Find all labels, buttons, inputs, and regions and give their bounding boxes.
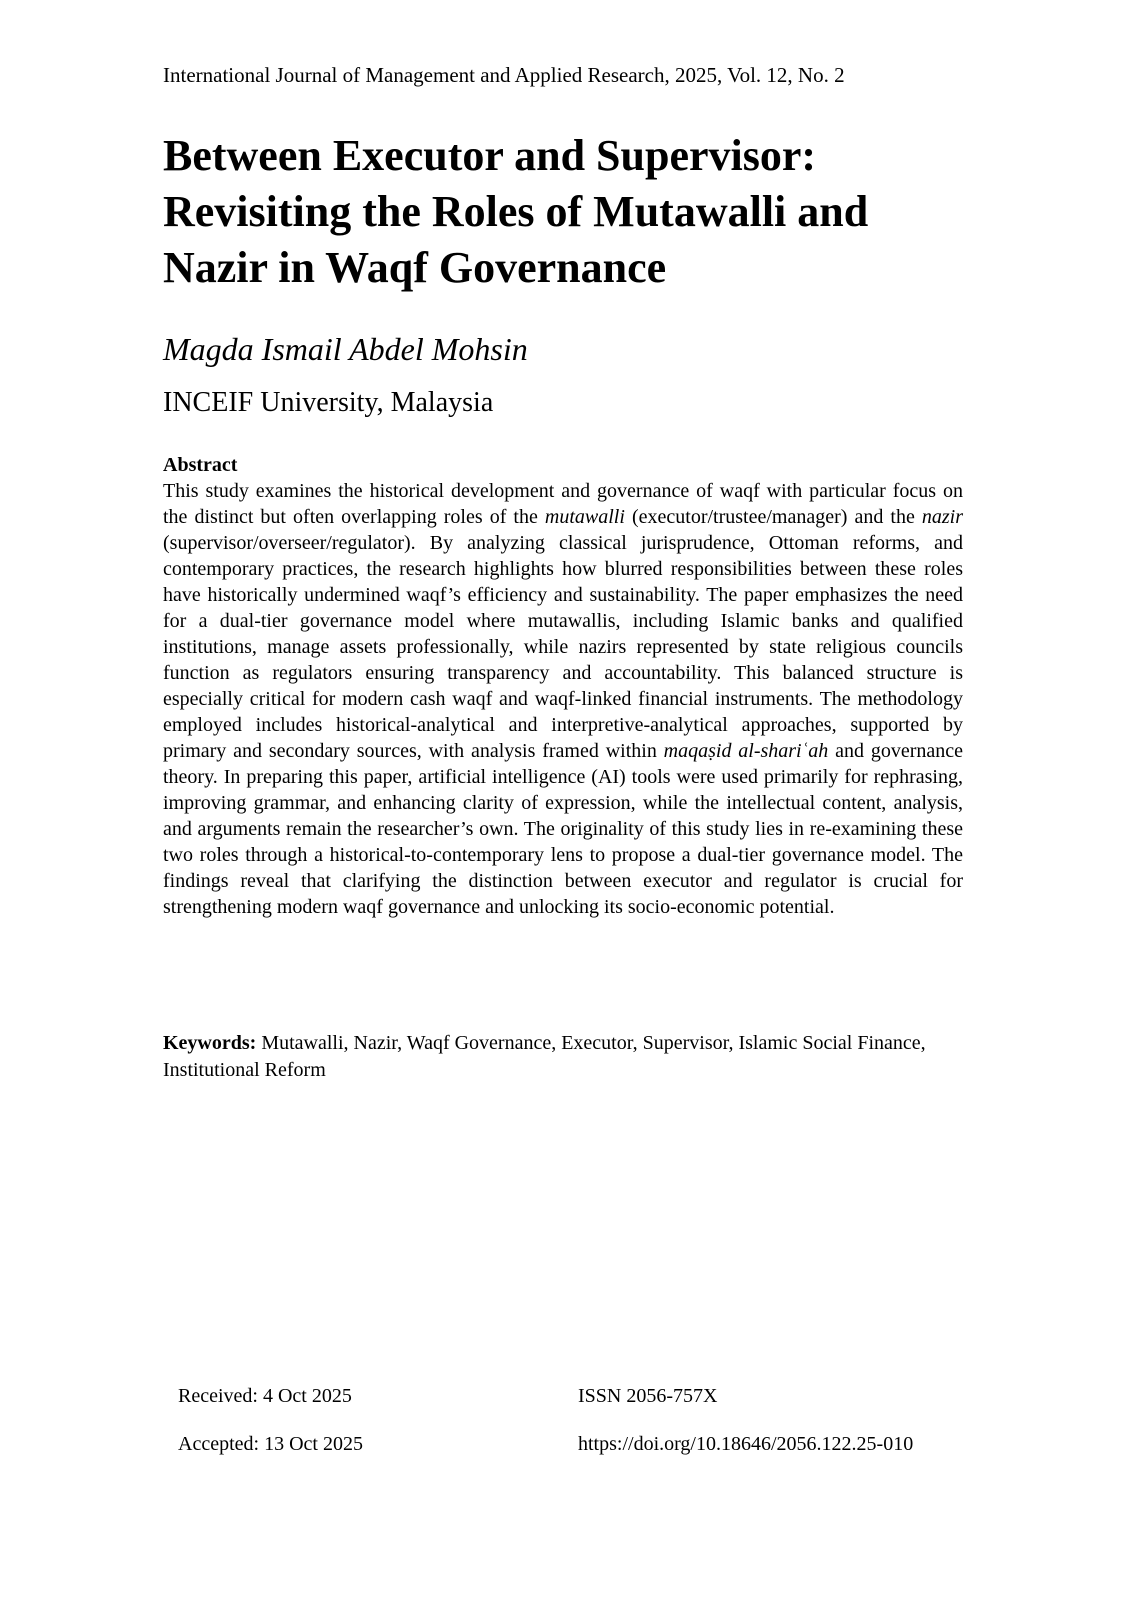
doi-link[interactable]: https://doi.org/10.18646/2056.122.25-010 bbox=[578, 1433, 914, 1455]
abstract-paragraph bbox=[163, 478, 963, 920]
abstract-term-nazir: nazir bbox=[921, 506, 964, 528]
page-title-line-1: Between Executor and Supervisor: bbox=[163, 131, 817, 180]
journal-header: International Journal of Management and Applied Research, 2025, Vol. 12, No. 2 bbox=[163, 63, 845, 87]
keywords-line bbox=[163, 1030, 963, 1084]
accepted-date: Accepted: 13 Oct 2025 bbox=[178, 1433, 363, 1455]
page-title bbox=[163, 128, 983, 296]
abstract-segment: (supervisor/overseer/regulator). By analyzing classical jurisprudence, Ottoman reforms, and contemporary practices, the research highlights how blurred responsibilities between these roles have historically undermined waqf’s efficiency and sustainability. The paper emphasizes the need for a dual-tier governance model where mutawallis, including Islamic banks and qualified institutions, manage assets professionally, while nazirs represented by state religious councils function as regulators ensuring transparency and accountability. This balanced structure is especially critical for modern cash waqf and waqf-linked financial instruments. The methodology employed includes historical-analytical and interpretive-analytical approaches, supported by primary and secondary sources, with analysis framed within bbox=[163, 532, 963, 762]
page-title-line-3: Nazir in Waqf Governance bbox=[163, 243, 667, 292]
received-date: Received: 4 Oct 2025 bbox=[178, 1385, 352, 1407]
keywords-text: Mutawalli, Nazir, Waqf Governance, Executor, Supervisor, Islamic Social Finance, Institutional Reform bbox=[163, 1032, 926, 1081]
author-name: Magda Ismail Abdel Mohsin bbox=[163, 331, 528, 367]
abstract-segment: and governance theory. In preparing this paper, artificial intelligence (AI) tools were used primarily for rephrasing, improving grammar, and enhancing clarity of expression, while the intellectual content, analysis, and arguments remain the researcher’s own. The originality of this study lies in re-examining these two roles through a historical-to-contemporary lens to propose a dual-tier governance model. The findings reveal that clarifying the distinction between executor and regulator is crucial for strengthening modern waqf governance and unlocking its socio-economic potential. bbox=[163, 740, 963, 918]
page-title-line-2: Revisiting the Roles of Mutawalli and bbox=[163, 187, 869, 236]
abstract-heading: Abstract bbox=[163, 454, 238, 476]
issn-number: ISSN 2056-757X bbox=[578, 1385, 718, 1407]
abstract-term-maqasid: maqaṣid al-shariʿah bbox=[663, 740, 829, 762]
abstract-section bbox=[163, 452, 963, 920]
author-affiliation: INCEIF University, Malaysia bbox=[163, 387, 494, 418]
abstract-term-mutawalli: mutawalli bbox=[544, 506, 625, 528]
abstract-segment: This study examines the historical development and governance of waqf with particular focus on the distinct but often overlapping roles of the bbox=[163, 480, 963, 528]
abstract-segment: (executor/trustee/manager) and the bbox=[624, 506, 922, 528]
keywords-label: Keywords: bbox=[163, 1032, 257, 1054]
